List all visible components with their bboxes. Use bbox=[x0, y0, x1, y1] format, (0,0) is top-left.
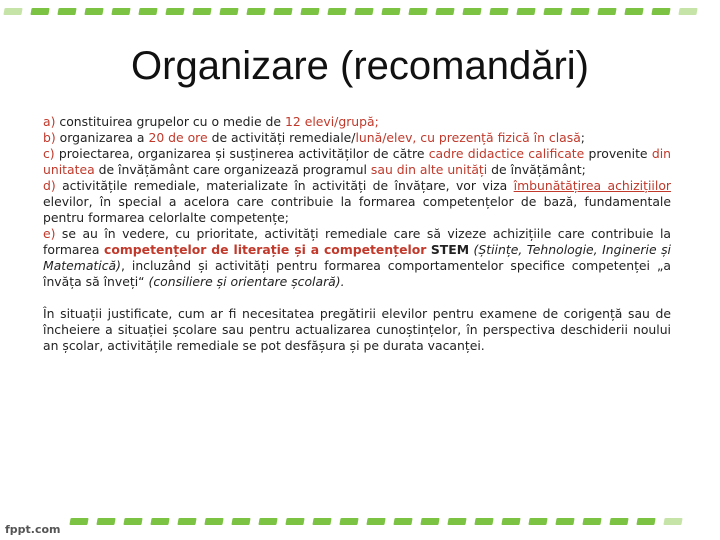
item-d-highlight-1: îmbunătățirea achizițiilor bbox=[513, 178, 671, 193]
border-dash bbox=[381, 8, 400, 15]
item-b-text-3: ; bbox=[580, 130, 585, 145]
bottom-decorative-border bbox=[0, 518, 720, 532]
item-c-highlight-1: cadre didactice calificate bbox=[428, 146, 585, 161]
border-dash bbox=[408, 8, 427, 15]
item-b-highlight-2: lună/elev, cu prezență fizică în clasă bbox=[355, 130, 581, 145]
item-c-text-3: de învățământ care organizează programul bbox=[94, 162, 371, 177]
border-dash bbox=[69, 518, 88, 525]
border-dash bbox=[555, 518, 574, 525]
item-c-text-2: provenite bbox=[584, 146, 652, 161]
border-dash bbox=[150, 518, 169, 525]
item-b-label: b) bbox=[43, 130, 56, 145]
border-dash bbox=[663, 518, 682, 525]
paragraph-spacer bbox=[43, 290, 671, 306]
slide-title: Organizare (recomandări) bbox=[131, 44, 589, 88]
border-dash bbox=[57, 8, 76, 15]
border-dash bbox=[678, 8, 697, 15]
border-dash bbox=[204, 518, 223, 525]
slide-body bbox=[43, 114, 671, 354]
border-dash bbox=[570, 8, 589, 15]
list-item-a bbox=[43, 114, 671, 130]
border-dash bbox=[651, 8, 670, 15]
border-dash bbox=[474, 518, 493, 525]
item-e-text-1: se au în vedere, cu prioritate, activități remediale care să vizeze achizițiile care contribuie la formarea bbox=[43, 226, 671, 257]
border-dash bbox=[447, 518, 466, 525]
border-dash bbox=[501, 518, 520, 525]
border-dash bbox=[312, 518, 331, 525]
list-item-d bbox=[43, 178, 671, 226]
border-dash bbox=[366, 518, 385, 525]
border-dash bbox=[285, 518, 304, 525]
border-dash bbox=[420, 518, 439, 525]
item-c-text-1: proiectarea, organizarea și susținerea activităților de către bbox=[54, 146, 429, 161]
item-c-highlight-2: din unitatea bbox=[43, 146, 671, 177]
item-c-text-4: de învățământ; bbox=[487, 162, 586, 177]
border-dash bbox=[636, 518, 655, 525]
border-dash bbox=[516, 8, 535, 15]
closing-paragraph: În situații justificate, cum ar fi necesitatea pregătirii elevilor pentru examene de corigență sau de încheiere a situației școlare sau pentru actualizarea cunoștințelor, în perspectiva deschiderii noului an școlar, activitățile remediale se pot desfășura și pe durata vacanței. bbox=[43, 306, 671, 353]
item-c-highlight-3: sau din alte unități bbox=[370, 162, 488, 177]
border-dash bbox=[219, 8, 238, 15]
border-dash bbox=[300, 8, 319, 15]
border-dash bbox=[354, 8, 373, 15]
item-e-text-3: (Științe, Tehnologie, Inginerie și Matematică) bbox=[43, 242, 671, 273]
border-dash bbox=[192, 8, 211, 15]
border-dash bbox=[3, 8, 22, 15]
item-b-text-2: de activități remediale/ bbox=[207, 130, 356, 145]
list-item-e bbox=[43, 226, 671, 290]
top-decorative-border bbox=[0, 8, 720, 22]
border-dash bbox=[96, 518, 115, 525]
item-c-label: c) bbox=[43, 146, 55, 161]
item-e-text-5: (consiliere și orientare școlară). bbox=[148, 274, 345, 289]
item-d-text-2: elevilor, în special a acelora care contribuie la formarea competențelor de bază, fundamentale pentru formarea celorlalte competențe; bbox=[43, 194, 671, 225]
border-dash bbox=[30, 8, 49, 15]
border-dash bbox=[231, 518, 250, 525]
border-dash bbox=[462, 8, 481, 15]
border-dash bbox=[339, 518, 358, 525]
border-dash bbox=[393, 518, 412, 525]
border-dash bbox=[624, 8, 643, 15]
fppt-watermark: fppt.com bbox=[5, 523, 61, 536]
item-a-label: a) bbox=[43, 114, 56, 129]
border-dash bbox=[123, 518, 142, 525]
border-dash bbox=[246, 8, 265, 15]
border-dash bbox=[543, 8, 562, 15]
item-a-text: constituirea grupelor cu o medie de bbox=[55, 114, 285, 129]
border-dash bbox=[435, 8, 454, 15]
border-dash bbox=[258, 518, 277, 525]
border-dash bbox=[111, 8, 130, 15]
border-dash bbox=[597, 8, 616, 15]
border-dash bbox=[138, 8, 157, 15]
list-item-c bbox=[43, 146, 671, 178]
item-e-text-4: , incluzând și activități pentru formarea comportamentelor specifice competenței „a învăța să înveți“ bbox=[43, 258, 671, 289]
item-e-label: e) bbox=[43, 226, 56, 241]
border-dash bbox=[582, 518, 601, 525]
item-d-text-1: activitățile remediale, materializate în activități de învățare, vor viza bbox=[55, 178, 514, 193]
border-dash bbox=[609, 518, 628, 525]
border-dash bbox=[489, 8, 508, 15]
border-dash bbox=[273, 8, 292, 15]
item-b-highlight-1: 20 de ore bbox=[148, 130, 208, 145]
border-dash bbox=[528, 518, 547, 525]
border-dash bbox=[327, 8, 346, 15]
item-b-text-1: organizarea a bbox=[55, 130, 149, 145]
item-a-highlight: 12 elevi/grupă; bbox=[284, 114, 379, 129]
item-e-highlight-1: competențelor de literație și a competențelor bbox=[104, 242, 427, 257]
list-item-b bbox=[43, 130, 671, 146]
border-dash bbox=[177, 518, 196, 525]
item-d-label: d) bbox=[43, 178, 56, 193]
item-e-stem: STEM bbox=[430, 242, 470, 257]
border-dash bbox=[165, 8, 184, 15]
border-dash bbox=[84, 8, 103, 15]
